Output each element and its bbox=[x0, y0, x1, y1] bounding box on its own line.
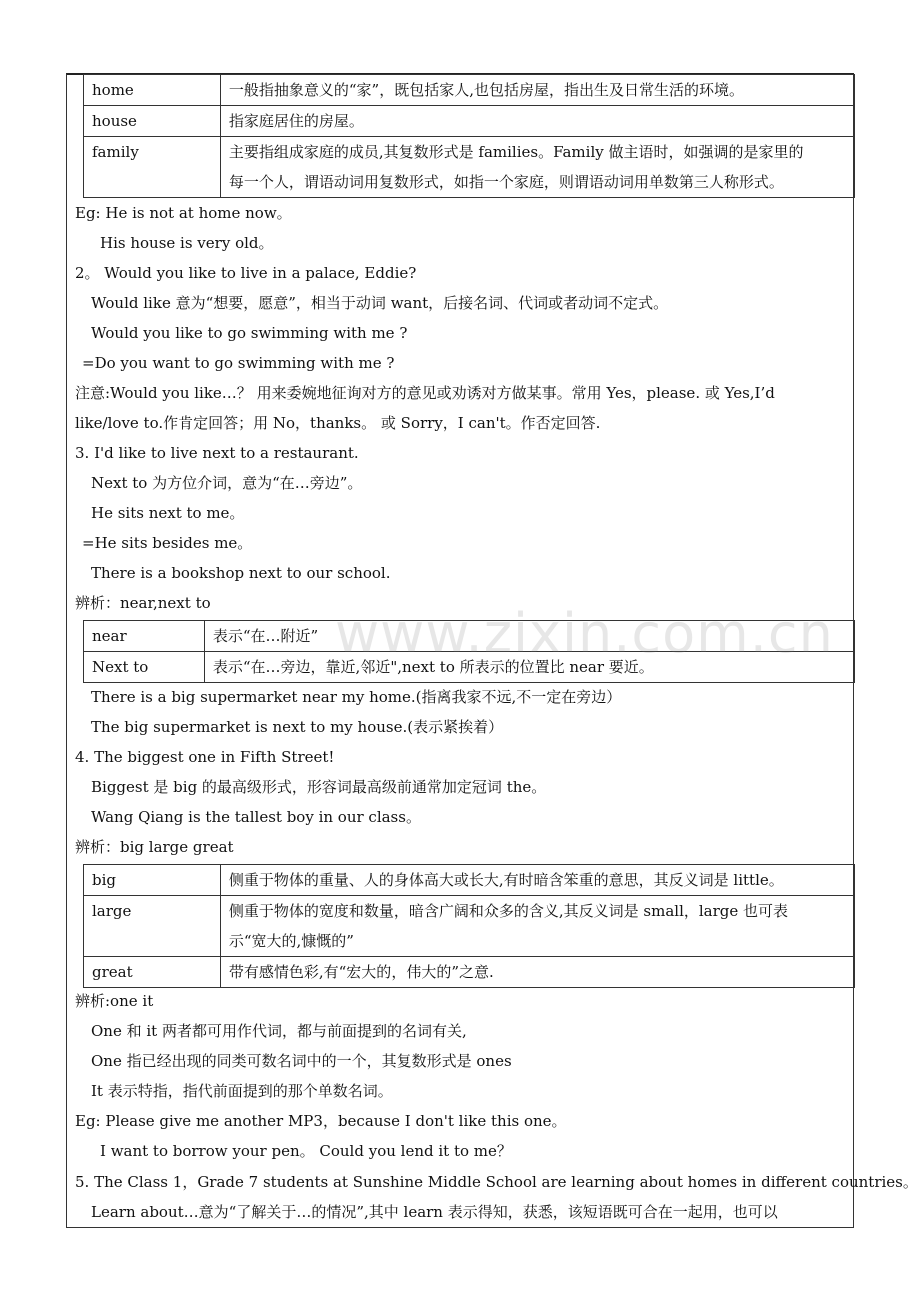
definition-cell: 侧重于物体的重量、人的身体高大或长大,有时暗含笨重的意思，其反义词是 little。 bbox=[220, 865, 854, 896]
note-line: Learn about…意为“了解关于…的情况”,其中 learn 表示得知，获悉，该短语既可合在一起用，也可以 bbox=[91, 1203, 778, 1221]
table-row bbox=[84, 106, 855, 137]
definition-cell bbox=[220, 137, 854, 198]
word-cell: home bbox=[84, 75, 221, 106]
example-line: Would you like to go swimming with me ? bbox=[91, 324, 408, 342]
note-line: 注意:Would you like…？ 用来委婉地征询对方的意见或劝诱对方做某事。常用 Yes，please. 或 Yes,I’d bbox=[75, 384, 775, 402]
word-cell: great bbox=[84, 957, 221, 988]
table-row bbox=[84, 865, 855, 896]
example-line: Wang Qiang is the tallest boy in our class。 bbox=[91, 808, 421, 826]
definition-cell: 带有感情色彩,有“宏大的，伟大的”之意. bbox=[220, 957, 854, 988]
definition-line: 示“宽大的,慷慨的” bbox=[228, 932, 354, 950]
word-cell: large bbox=[84, 896, 221, 957]
home-house-family-table bbox=[83, 74, 855, 198]
note-line: Biggest 是 big 的最高级形式，形容词最高级前通常加定冠词 the。 bbox=[91, 778, 547, 796]
analysis-heading: 辨析:one it bbox=[75, 992, 154, 1010]
definition-cell: 表示“在…附近” bbox=[204, 621, 854, 652]
section-heading: 4. The biggest one in Fifth Street! bbox=[75, 748, 335, 766]
section-heading: 2。 Would you like to live in a palace, Eddie? bbox=[75, 264, 417, 282]
word-cell: big bbox=[84, 865, 221, 896]
definition-line: 主要指组成家庭的成员,其复数形式是 families。Family 做主语时，如强调的是家里的 bbox=[228, 143, 804, 161]
example-line: There is a big supermarket near my home.(指离我家不远,不一定在旁边） bbox=[91, 688, 622, 706]
note-line: It 表示特指，指代前面提到的那个单数名词。 bbox=[91, 1082, 393, 1100]
watermark: www.zixin.com.cn bbox=[335, 602, 834, 665]
note-line: One 和 it 两者都可用作代词，都与前面提到的名词有关, bbox=[91, 1022, 467, 1040]
definition-cell: 一般指抽象意义的“家”，既包括家人,也包括房屋，指出生及日常生活的环境。 bbox=[220, 75, 854, 106]
note-line: One 指已经出现的同类可数名词中的一个，其复数形式是 ones bbox=[91, 1052, 512, 1070]
analysis-heading: 辨析：near,next to bbox=[75, 594, 211, 612]
definition-line: 侧重于物体的宽度和数量，暗含广阔和众多的含义,其反义词是 small，large 也可表 bbox=[228, 902, 789, 920]
note-line: like/love to.作肯定回答；用 No，thanks。 或 Sorry，I can't。作否定回答. bbox=[75, 414, 601, 432]
note-line: Would like 意为“想要，愿意”，相当于动词 want，后接名词、代词或者动词不定式。 bbox=[91, 294, 669, 312]
section-heading: 3. I'd like to live next to a restaurant. bbox=[75, 444, 359, 462]
table-row bbox=[84, 137, 855, 198]
word-cell: family bbox=[84, 137, 221, 198]
example-line: =He sits besides me。 bbox=[82, 534, 253, 552]
word-cell: house bbox=[84, 106, 221, 137]
example-line: Eg: Please give me another MP3，because I don't like this one。 bbox=[75, 1112, 567, 1130]
example-line: The big supermarket is next to my house.(表示紧挨着） bbox=[91, 718, 504, 736]
word-cell: near bbox=[84, 621, 205, 652]
section-heading: 5. The Class 1，Grade 7 students at Sunshine Middle School are learning about homes in different countries。 bbox=[75, 1173, 918, 1191]
definition-cell: 表示“在…旁边，靠近,邻近",next to 所表示的位置比 near 要近。 bbox=[204, 652, 854, 683]
definition-line: 每一个人，谓语动词用复数形式，如指一个家庭，则谓语动词用单数第三人称形式。 bbox=[228, 173, 784, 191]
definition-cell bbox=[220, 896, 854, 957]
analysis-heading: 辨析：big large great bbox=[75, 838, 234, 856]
example-line: His house is very old。 bbox=[100, 234, 274, 252]
big-large-great-table bbox=[83, 864, 855, 988]
word-cell: Next to bbox=[84, 652, 205, 683]
table-row bbox=[84, 957, 855, 988]
table-row bbox=[84, 896, 855, 957]
example-line: I want to borrow your pen。 Could you lend it to me？ bbox=[100, 1142, 512, 1160]
table-row bbox=[84, 75, 855, 106]
example-line: He sits next to me。 bbox=[91, 504, 245, 522]
example-line: There is a bookshop next to our school. bbox=[91, 564, 391, 582]
example-line: =Do you want to go swimming with me ? bbox=[82, 354, 395, 372]
note-line: Next to 为方位介词，意为“在…旁边”。 bbox=[91, 474, 363, 492]
example-line: Eg: He is not at home now。 bbox=[75, 204, 292, 222]
definition-cell: 指家庭居住的房屋。 bbox=[220, 106, 854, 137]
